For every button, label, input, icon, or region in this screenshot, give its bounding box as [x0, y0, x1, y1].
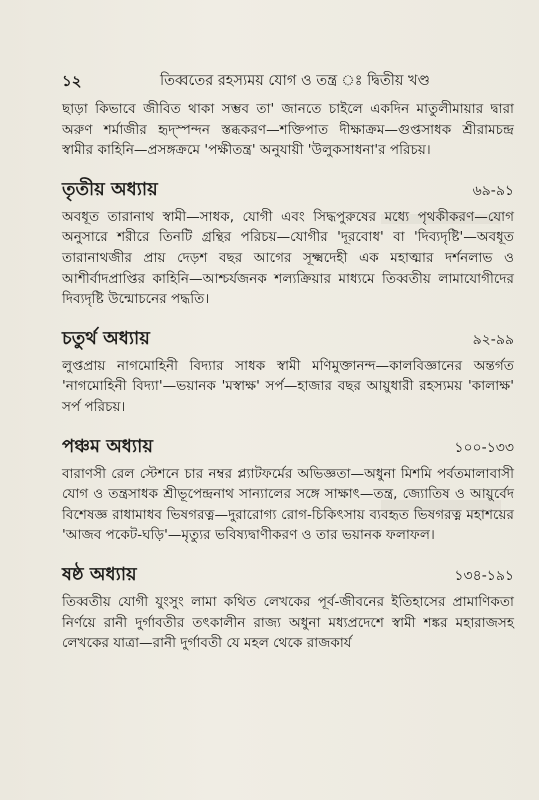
chapter-title: ষষ্ঠ অধ্যায়	[62, 563, 137, 585]
chapter-page-range: ৯২-৯৯	[472, 331, 514, 348]
chapter-heading	[62, 560, 514, 591]
page-number: ১২	[62, 72, 82, 90]
chapter-heading	[62, 432, 514, 463]
intro-paragraph: ছাড়া কিভাবে জীবিত থাকা সম্ভব তা' জানতে চাইলে একদিন মাতুলীমায়ার দ্বারা অরুণ শর্মাজীর হৃদ্‌স্পন্দন স্তব্ধকরণ—শক্তিপাত দীক্ষাক্রম—গুপ্তসাধক শ্রীরামচন্দ্র স্বামীর কাহিনি—প্রসঙ্গক্রমে 'পক্ষীতন্ত্র' অনুযায়ী 'উলুকসাধনা'র পরিচয়।	[62, 101, 514, 159]
chapter-page-range: ৬৯-৯১	[472, 182, 514, 199]
chapter-title: তৃতীয় অধ্যায়	[62, 178, 158, 200]
chapter-summary: বারাণসী রেল স্টেশনে চার নম্বর প্ল্যাটফর্মের অভিজ্ঞতা—অধুনা মিশমি পর্বতমালাবাসী যোগ ও তন্ত্রসাধক শ্রীভূপেন্দ্রনাথ সান্যালের সঙ্গে সাক্ষাৎ—তন্ত্র, জ্যোতিষ ও আয়ুর্বেদ বিশেষজ্ঞ রাধামাধব ভিষগরত্ন—দুরারোগ্য রোগ-চিকিৎসায় ব্যবহৃত ভিষগরত্ন মহাশয়ের 'আজব পকেট-ঘড়ি'—মৃত্যুর ভবিষ্যদ্বাণীকরণ ও তার ভয়ানক ফলাফল।	[62, 465, 514, 544]
chapter-summary: তিব্বতীয় যোগী যুংসুং লামা কথিত লেখকের পূর্ব-জীবনের ইতিহাসের প্রামাণিকতা নির্ণয়ে রানী দুর্গাবতীর তৎকালীন রাজ্য অধুনা মধ্যপ্রদেশে স্বামী শঙ্কর মহারাজসহ লেখকের যাত্রা—রানী দুর্গাবতী যে মহল থেকে রাজকার্য	[62, 593, 514, 652]
chapter-title: পঞ্চম অধ্যায়	[62, 435, 153, 457]
chapter-page-range: ১০০-১৩৩	[454, 439, 514, 456]
chapter-heading	[62, 324, 514, 355]
page-body	[62, 99, 514, 654]
chapter-summary: অবধূত তারানাথ স্বামী—সাধক, যোগী এবং সিদ্ধপুরুষের মধ্যে পৃথকীকরণ—যোগ অনুসারে শরীরে তিনটি গ্রন্থির পরিচয়—যোগীর 'দূরবোধ' বা 'দিব্যদৃষ্টি'—অবধূত তারানাথজীর প্রায় দেড়শ বছর আগের সূক্ষ্মদেহী এক মহাত্মার দর্শনলাভ ও আশীর্বাদপ্রাপ্তির কাহিনি—আশ্চর্যজনক শল্যক্রিয়ার মাধ্যমে তিব্বতীয় লামাযোগীদের দিব্যদৃষ্টি উন্মোচনের পদ্ধতি।	[62, 208, 514, 308]
running-title: তিব্বতের রহস্যময় যোগ ও তন্ত্র ঃ দ্বিতীয় খণ্ড	[160, 73, 430, 89]
chapter-summary: লুপ্তপ্রায় নাগমোহিনী বিদ্যার সাধক স্বামী মণিমুক্তানন্দ—কালবিজ্ঞানের অন্তর্গত 'নাগমোহিনী বিদ্যা'—ভয়ানক 'মস্বাক্ষ' সর্প—হাজার বছর আয়ুধারী রহস্যময় 'কালাক্ষ' সর্প পরিচয়।	[62, 357, 514, 415]
chapter-page-range: ১৩৪-১৯১	[454, 567, 514, 584]
chapter-heading	[62, 175, 514, 206]
chapter-title: চতুর্থ অধ্যায়	[62, 327, 150, 349]
page-header	[62, 70, 514, 92]
